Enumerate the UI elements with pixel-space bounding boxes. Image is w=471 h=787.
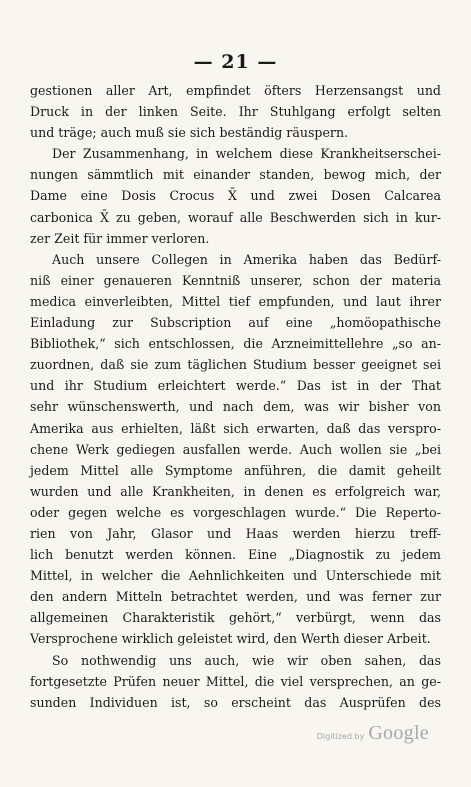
text-line: jedem Mittel alle Symptome anführen, die damit geheilt xyxy=(30,462,441,478)
text-line: Druck in der linken Seite. Ihr Stuhlgang erfolgt selten xyxy=(30,104,441,120)
text-line: zer Zeit für immer verloren. xyxy=(30,230,210,246)
text-line: sunden Individuen ist, so erscheint das Ausprüfen des xyxy=(30,694,441,710)
text-line: fortgesetzte Prüfen neuer Mittel, die viel versprechen, an ge- xyxy=(30,673,441,689)
text-line: wurden und alle Krankheiten, in denen es erfolgreich war, xyxy=(30,483,441,499)
text-line: Der Zusammenhang, in welchem diese Krankheitserschei- xyxy=(52,146,441,162)
text-line: medica einverleibten, Mittel tief empfunden, und laut ihrer xyxy=(30,293,441,309)
text-line: Amerika aus erhielten, läßt sich erwarten, daß das verspro- xyxy=(30,420,441,436)
text-line: oder gegen welche es vorgeschlagen wurde.“ Die Reperto- xyxy=(30,504,441,520)
text-line: Versprochene wirklich geleistet wird, den Werth dieser Arbeit. xyxy=(30,631,431,647)
text-line: So nothwendig uns auch, wie wir oben sahen, das xyxy=(52,652,441,668)
text-line: niß einer genaueren Kenntniß unserer, schon der materia xyxy=(30,272,441,288)
text-line: rien von Jahr, Glasor und Haas werden hierzu treff- xyxy=(30,525,441,541)
text-line: nungen sämmtlich mit einander standen, bewog mich, der xyxy=(30,167,441,183)
text-line: chene Werk gediegen ausfallen werde. Auch wollen sie „bei xyxy=(30,441,441,457)
text-line: gestionen aller Art, empfindet öfters Herzensangst und xyxy=(30,83,441,98)
text-line: Bibliothek,“ sich entschlossen, die Arzneimittellehre „so an- xyxy=(30,336,441,352)
text-line: den andern Mitteln betrachtet werden, und was ferner zur xyxy=(30,589,441,605)
text-line: Auch unsere Collegen in Amerika haben das Bedürf- xyxy=(52,251,441,267)
text-line: und ihr Studium erleichtert werde.“ Das ist in der That xyxy=(30,378,441,394)
text-line: Mittel, in welcher die Aehnlichkeiten und Unterschiede mit xyxy=(30,568,441,584)
text-line: Dame eine Dosis Crocus X̄ und zwei Dosen Calcarea xyxy=(30,188,441,204)
text-line: carbonica X̄ zu geben, worauf alle Beschwerden sich in kur- xyxy=(30,209,441,225)
text-line: lich benutzt werden können. Eine „Diagnostik zu jedem xyxy=(30,547,441,563)
body-text xyxy=(30,80,441,713)
digitization-watermark xyxy=(317,722,429,745)
text-line: sehr wünschenswerth, und nach dem, was wir bisher von xyxy=(30,399,441,415)
text-line: und träge; auch muß sie sich beständig räuspern. xyxy=(30,125,349,141)
text-line: allgemeinen Charakteristik gehört,“ verbürgt, wenn das xyxy=(30,610,441,626)
watermark-brand: Google xyxy=(368,722,429,744)
text-line: Einladung zur Subscription auf eine „homöopathische xyxy=(30,315,441,331)
page-number: — 21 — xyxy=(193,51,278,73)
text-line: zuordnen, daß sie zum täglichen Studium besser geeignet sei xyxy=(30,357,441,373)
watermark-prefix: Digitized by xyxy=(316,732,365,741)
